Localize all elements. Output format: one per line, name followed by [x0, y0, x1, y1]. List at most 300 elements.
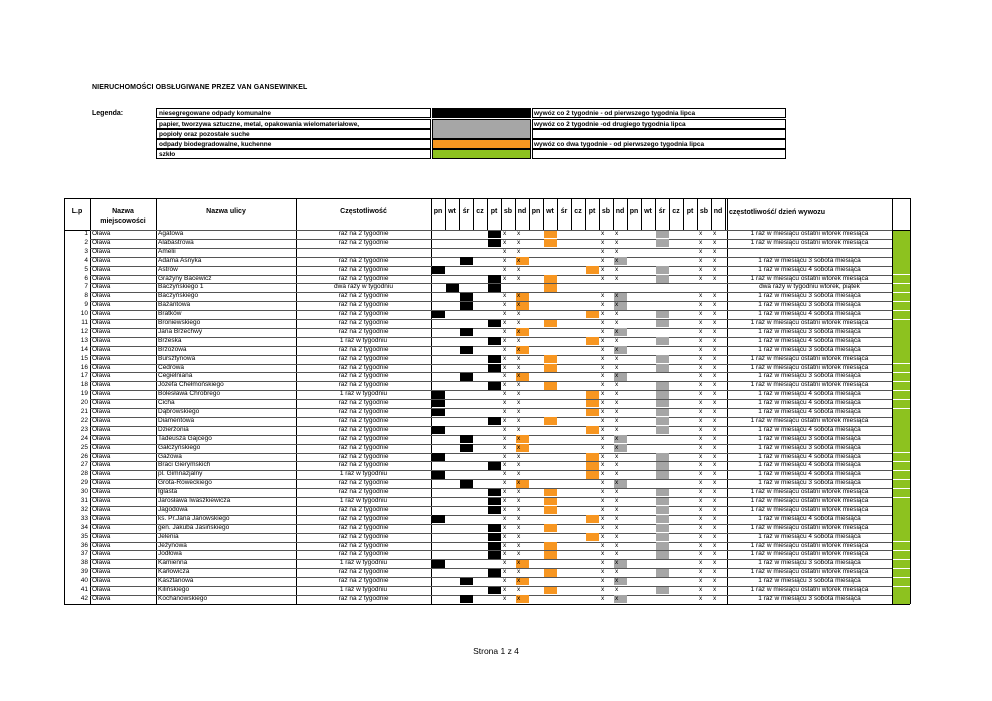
row-note: 1 raz w miesiącu 4 sobota miesiąca	[758, 461, 861, 469]
document-title: NIERUCHOMOŚCI OBSŁUGIWANE PRZEZ VAN GANSEWINKEL	[92, 84, 308, 91]
row-street: Braci Gierymskich	[158, 461, 211, 469]
row-note: 1 raz w miesiącu 3 sobota miesiąca	[758, 292, 861, 300]
bio-waste-marker	[586, 391, 599, 399]
row-street: gen. Jakuba Jasińskiego	[158, 523, 230, 531]
header-note: częstotliwość/ dzień wywozu	[729, 209, 826, 216]
weekend-mark: x	[601, 434, 605, 442]
row-number: 16	[80, 363, 88, 371]
row-town: Oława	[92, 416, 111, 424]
weekend-mark: x	[517, 363, 521, 371]
header-day: cz	[574, 208, 582, 215]
mixed-waste-marker	[460, 302, 473, 310]
weekend-mark: x	[615, 345, 619, 353]
row-frequency: raz na 2 tygodnie	[338, 434, 389, 442]
row-street: Grota-Roweckiego	[158, 479, 212, 487]
header-day: pt	[490, 208, 498, 215]
weekend-mark: x	[615, 497, 619, 504]
weekend-mark: x	[615, 523, 619, 531]
weekend-mark: x	[517, 354, 521, 362]
weekend-mark: x	[615, 230, 619, 237]
row-note: 1 raz w miesiącu 4 sobota miesiąca	[758, 532, 861, 540]
mixed-waste-marker	[488, 284, 501, 292]
row-note: 1 raz w miesiącu 4 sobota miesiąca	[758, 310, 861, 318]
mixed-waste-marker	[432, 266, 445, 274]
weekend-mark: x	[601, 319, 605, 326]
row-street: Jelenia	[158, 532, 179, 540]
row-town: Oława	[92, 514, 111, 522]
weekend-mark: x	[517, 470, 521, 478]
row-town: Oława	[92, 399, 111, 407]
weekend-mark: x	[601, 479, 605, 487]
weekend-mark: x	[713, 354, 717, 362]
weekend-mark: x	[615, 256, 619, 264]
row-note: 1 raz w miesiącu ostatni wtorek miesiąca	[750, 550, 869, 558]
weekend-mark: x	[699, 354, 703, 362]
mixed-waste-marker	[488, 320, 501, 328]
row-town: Oława	[92, 247, 111, 255]
weekend-mark: x	[601, 408, 605, 415]
row-number: 17	[80, 372, 88, 380]
header-lp: L.p	[71, 208, 83, 215]
weekend-mark: x	[601, 488, 605, 496]
weekend-mark: x	[699, 505, 703, 513]
weekend-mark: x	[517, 327, 521, 335]
row-number: 25	[80, 443, 88, 451]
bio-waste-marker	[544, 489, 557, 497]
row-number: 8	[84, 292, 88, 300]
recyclables-marker	[656, 266, 669, 274]
recyclables-marker	[656, 400, 669, 408]
row-town: Oława	[92, 354, 111, 362]
weekend-mark: x	[615, 319, 619, 326]
recyclables-marker	[656, 409, 669, 417]
weekend-mark: x	[517, 497, 521, 504]
row-town: Oława	[92, 461, 111, 469]
row-number: 35	[80, 532, 88, 540]
weekend-mark: x	[503, 541, 507, 549]
mixed-waste-marker	[460, 435, 473, 443]
glass-marker	[893, 266, 910, 274]
bio-waste-marker	[544, 284, 557, 292]
mixed-waste-marker	[460, 444, 473, 452]
weekend-mark: x	[699, 265, 703, 273]
row-frequency: raz na 2 tygodnie	[338, 310, 389, 318]
weekend-mark: x	[615, 408, 619, 415]
glass-marker	[893, 444, 910, 452]
mixed-waste-marker	[488, 542, 501, 550]
weekend-mark: x	[601, 345, 605, 353]
mixed-waste-marker	[446, 284, 459, 292]
weekend-mark: x	[601, 559, 605, 567]
row-street: Iglasta	[158, 488, 178, 496]
row-note: 1 raz w miesiącu ostatni wtorek miesiąca	[750, 568, 869, 576]
weekend-mark: x	[699, 434, 703, 442]
weekend-mark: x	[601, 505, 605, 513]
mixed-waste-marker	[432, 311, 445, 319]
glass-marker	[893, 435, 910, 443]
header-day: sb	[503, 208, 513, 215]
weekend-mark: x	[517, 408, 521, 415]
row-note: 1 raz w miesiącu ostatni wtorek miesiąca	[750, 319, 869, 326]
row-town: Oława	[92, 230, 111, 237]
mixed-waste-marker	[460, 578, 473, 586]
weekend-mark: x	[601, 238, 605, 246]
weekend-mark: x	[503, 327, 507, 335]
row-number: 24	[80, 434, 88, 442]
weekend-mark: x	[615, 416, 619, 424]
weekend-mark: x	[699, 541, 703, 549]
glass-marker	[893, 569, 910, 577]
weekend-mark: x	[699, 523, 703, 531]
weekend-mark: x	[699, 514, 703, 522]
glass-marker	[893, 498, 910, 506]
weekend-mark: x	[503, 434, 507, 442]
row-frequency: 1 raz w tygodniu	[339, 586, 388, 593]
weekend-mark: x	[713, 452, 717, 460]
recyclables-marker	[656, 569, 669, 577]
weekend-mark: x	[503, 568, 507, 576]
weekend-mark: x	[517, 586, 521, 593]
header-street: Nazwa ulicy	[206, 208, 246, 215]
weekend-mark: x	[713, 408, 717, 415]
weekend-mark: x	[503, 301, 507, 309]
row-note: 1 raz w miesiącu ostatni wtorek miesiąca	[750, 274, 869, 282]
row-note: 1 raz w miesiącu 3 sobota miesiąca	[758, 479, 861, 487]
weekend-mark: x	[713, 363, 717, 371]
bio-waste-marker	[586, 266, 599, 274]
weekend-mark: x	[699, 238, 703, 246]
row-town: Oława	[92, 586, 111, 593]
row-note: dwa razy w tygodniu wtorek, piątek	[759, 283, 860, 291]
row-town: Oława	[92, 568, 111, 576]
weekend-mark: x	[601, 372, 605, 380]
mixed-waste-marker	[488, 551, 501, 559]
weekend-mark: x	[517, 577, 521, 585]
glass-marker	[893, 551, 910, 559]
weekend-mark: x	[699, 461, 703, 469]
weekend-mark: x	[517, 247, 521, 255]
weekend-mark: x	[517, 230, 521, 237]
row-town: Oława	[92, 345, 111, 353]
glass-marker	[893, 453, 910, 461]
row-number: 2	[84, 238, 88, 246]
row-street: ks. Pr.Jana Janowskiego	[158, 514, 230, 522]
weekend-mark: x	[713, 479, 717, 487]
weekend-mark: x	[615, 505, 619, 513]
bio-waste-marker	[586, 400, 599, 408]
weekend-mark: x	[601, 301, 605, 309]
mixed-waste-marker	[488, 489, 501, 497]
weekend-mark: x	[517, 550, 521, 558]
weekend-mark: x	[699, 372, 703, 380]
weekend-mark: x	[517, 434, 521, 442]
weekend-mark: x	[517, 238, 521, 246]
weekend-mark: x	[615, 461, 619, 469]
weekend-mark: x	[503, 443, 507, 451]
row-street: Kamienna	[158, 559, 188, 567]
row-note: 1 raz w miesiącu 4 sobota miesiąca	[758, 408, 861, 415]
weekend-mark: x	[601, 523, 605, 531]
row-frequency: raz na 2 tygodnie	[338, 363, 389, 371]
weekend-mark: x	[699, 310, 703, 318]
glass-marker	[893, 275, 910, 283]
weekend-mark: x	[601, 541, 605, 549]
bio-waste-marker	[544, 569, 557, 577]
row-number: 14	[80, 345, 88, 353]
row-number: 40	[80, 577, 88, 585]
row-frequency: 1 raz w tygodniu	[339, 559, 388, 567]
row-street: Tadeusza Gajcego	[158, 434, 212, 442]
glass-marker	[893, 560, 910, 568]
row-frequency: 1 raz w tygodniu	[339, 390, 388, 398]
recyclables-marker	[656, 239, 669, 247]
mixed-waste-marker	[488, 275, 501, 283]
row-number: 34	[80, 523, 88, 531]
row-street: Bursztynowa	[158, 354, 196, 362]
mixed-waste-marker	[488, 524, 501, 532]
glass-marker	[893, 480, 910, 488]
weekend-mark: x	[713, 594, 717, 602]
weekend-mark: x	[601, 514, 605, 522]
row-frequency: raz na 2 tygodnie	[338, 265, 389, 273]
row-number: 41	[80, 586, 88, 593]
weekend-mark: x	[503, 238, 507, 246]
weekend-mark: x	[601, 310, 605, 318]
weekend-mark: x	[699, 319, 703, 326]
row-frequency: raz na 2 tygodnie	[338, 372, 389, 380]
header-day: nd	[615, 208, 625, 215]
weekend-mark: x	[503, 586, 507, 593]
mixed-waste-marker	[488, 587, 501, 595]
weekend-mark: x	[503, 479, 507, 487]
row-frequency: raz na 2 tygodnie	[338, 550, 389, 558]
recyclables-marker	[656, 533, 669, 541]
weekend-mark: x	[517, 488, 521, 496]
weekend-mark: x	[713, 470, 717, 478]
weekend-mark: x	[601, 550, 605, 558]
grid-line	[90, 198, 91, 604]
weekend-mark: x	[601, 292, 605, 300]
weekend-mark: x	[503, 372, 507, 380]
weekend-mark: x	[615, 479, 619, 487]
weekend-mark: x	[601, 247, 605, 255]
row-town: Oława	[92, 327, 111, 335]
bio-waste-marker	[544, 231, 557, 239]
row-street: Adama Asnyka	[158, 256, 202, 264]
row-number: 7	[84, 283, 88, 291]
mixed-waste-marker	[460, 480, 473, 488]
row-frequency: raz na 2 tygodnie	[338, 425, 389, 433]
weekend-mark: x	[615, 247, 619, 255]
mixed-waste-marker	[460, 257, 473, 265]
row-number: 33	[80, 514, 88, 522]
row-town: Oława	[92, 532, 111, 540]
weekend-mark: x	[517, 505, 521, 513]
row-number: 31	[80, 497, 88, 504]
weekend-mark: x	[699, 425, 703, 433]
weekend-mark: x	[699, 256, 703, 264]
row-street: Baczyńskiego 1	[158, 283, 204, 291]
row-frequency: raz na 2 tygodnie	[338, 577, 389, 585]
row-frequency: raz na 2 tygodnie	[338, 319, 389, 326]
row-town: Oława	[92, 301, 111, 309]
recyclables-marker	[656, 551, 669, 559]
row-frequency: raz na 2 tygodnie	[338, 327, 389, 335]
weekend-mark: x	[517, 416, 521, 424]
weekend-mark: x	[601, 390, 605, 398]
header-day: sb	[601, 208, 611, 215]
row-frequency: raz na 2 tygodnie	[338, 292, 389, 300]
row-frequency: raz na 2 tygodnie	[338, 479, 389, 487]
row-town: Oława	[92, 363, 111, 371]
weekend-mark: x	[601, 443, 605, 451]
legend-description: wywóz co 2 tygodnie -od drugiego tygodnia lipca	[532, 119, 786, 129]
glass-marker	[893, 293, 910, 301]
mixed-waste-marker	[432, 471, 445, 479]
bio-waste-marker	[544, 320, 557, 328]
row-street: Gałczyńskiego	[158, 443, 201, 451]
glass-marker	[893, 524, 910, 532]
row-street: Baczyńskiego	[158, 292, 199, 300]
header-day: nd	[713, 208, 723, 215]
weekend-mark: x	[699, 292, 703, 300]
header-day: pn	[629, 208, 639, 215]
row-number: 10	[80, 310, 88, 318]
row-number: 6	[84, 274, 88, 282]
bio-waste-marker	[586, 462, 599, 470]
row-frequency: raz na 2 tygodnie	[338, 256, 389, 264]
bio-waste-marker	[586, 426, 599, 434]
bio-waste-marker	[544, 542, 557, 550]
row-street: Alabastrowa	[158, 238, 194, 246]
weekend-mark: x	[601, 577, 605, 585]
row-street: Karłowicza	[158, 568, 190, 576]
row-street: Cicha	[158, 399, 175, 407]
weekend-mark: x	[713, 399, 717, 407]
glass-marker	[893, 257, 910, 265]
row-number: 32	[80, 505, 88, 513]
weekend-mark: x	[517, 559, 521, 567]
weekend-mark: x	[713, 488, 717, 496]
weekend-mark: x	[503, 336, 507, 344]
weekend-mark: x	[699, 470, 703, 478]
bio-waste-marker	[544, 364, 557, 372]
weekend-mark: x	[699, 390, 703, 398]
weekend-mark: x	[699, 345, 703, 353]
row-number: 19	[80, 390, 88, 398]
glass-marker	[893, 462, 910, 470]
glass-marker	[893, 382, 910, 390]
weekend-mark: x	[601, 381, 605, 389]
recyclables-marker	[656, 453, 669, 461]
weekend-mark: x	[713, 327, 717, 335]
row-frequency: raz na 2 tygodnie	[338, 541, 389, 549]
glass-marker	[893, 595, 910, 603]
row-note: 1 raz w miesiącu 3 sobota miesiąca	[758, 345, 861, 353]
row-street: Bratków	[158, 310, 182, 318]
recyclables-marker	[656, 382, 669, 390]
row-number: 37	[80, 550, 88, 558]
row-number: 36	[80, 541, 88, 549]
glass-marker	[893, 587, 910, 595]
glass-marker	[893, 311, 910, 319]
bio-waste-marker	[586, 311, 599, 319]
glass-marker	[893, 506, 910, 514]
weekend-mark: x	[615, 301, 619, 309]
row-town: Oława	[92, 292, 111, 300]
weekend-mark: x	[517, 461, 521, 469]
glass-marker	[893, 284, 910, 292]
weekend-mark: x	[517, 336, 521, 344]
row-town: Oława	[92, 497, 111, 504]
recyclables-marker	[656, 587, 669, 595]
row-town: Oława	[92, 425, 111, 433]
row-frequency: raz na 2 tygodnie	[338, 354, 389, 362]
row-town: Oława	[92, 310, 111, 318]
weekend-mark: x	[517, 425, 521, 433]
mixed-waste-marker	[432, 453, 445, 461]
weekend-mark: x	[615, 532, 619, 540]
row-number: 20	[80, 399, 88, 407]
mixed-waste-marker	[432, 409, 445, 417]
row-town: Oława	[92, 274, 111, 282]
row-town: Oława	[92, 577, 111, 585]
row-town: Oława	[92, 452, 111, 460]
weekend-mark: x	[503, 559, 507, 567]
weekend-mark: x	[503, 470, 507, 478]
weekend-mark: x	[699, 577, 703, 585]
glass-marker	[893, 231, 910, 239]
row-note: 1 raz w miesiącu ostatni wtorek miesiąca	[750, 541, 869, 549]
glass-marker	[893, 578, 910, 586]
weekend-mark: x	[713, 381, 717, 389]
row-number: 22	[80, 416, 88, 424]
row-frequency: raz na 2 tygodnie	[338, 399, 389, 407]
row-town: Oława	[92, 559, 111, 567]
row-number: 3	[84, 247, 88, 255]
row-street: Brzeska	[158, 336, 182, 344]
weekend-mark: x	[713, 372, 717, 380]
weekend-mark: x	[601, 274, 605, 282]
weekend-mark: x	[699, 327, 703, 335]
row-frequency: raz na 2 tygodnie	[338, 461, 389, 469]
bio-waste-marker	[544, 417, 557, 425]
row-frequency: raz na 2 tygodnie	[338, 505, 389, 513]
recyclables-marker	[656, 524, 669, 532]
weekend-mark: x	[713, 541, 717, 549]
weekend-mark: x	[615, 327, 619, 335]
weekend-mark: x	[503, 523, 507, 531]
row-number: 26	[80, 452, 88, 460]
weekend-mark: x	[503, 416, 507, 424]
mixed-waste-marker	[488, 533, 501, 541]
grid-line	[725, 198, 726, 230]
header-day: wt	[644, 208, 652, 215]
row-note: 1 raz w miesiącu 3 sobota miesiąca	[758, 327, 861, 335]
weekend-mark: x	[517, 301, 521, 309]
row-street: Cegielniana	[158, 372, 193, 380]
recyclables-marker	[656, 391, 669, 399]
recyclables-marker	[656, 355, 669, 363]
recyclables-marker	[656, 426, 669, 434]
weekend-mark: x	[615, 363, 619, 371]
glass-marker	[893, 471, 910, 479]
weekend-mark: x	[713, 497, 717, 504]
bio-waste-marker	[544, 524, 557, 532]
row-street: Cedrowa	[158, 363, 185, 371]
mixed-waste-marker	[488, 337, 501, 345]
recyclables-marker	[656, 462, 669, 470]
